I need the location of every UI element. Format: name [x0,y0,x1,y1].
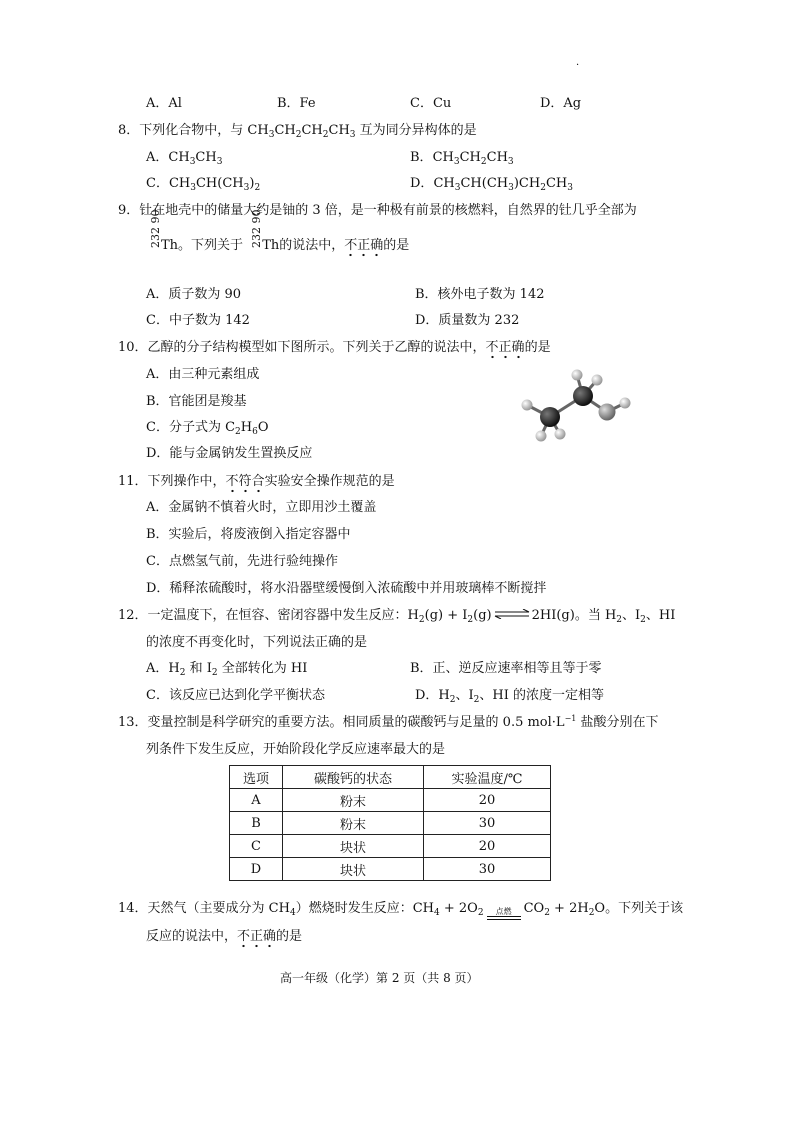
q9-option-c: C．中子数为 142 [146,313,250,328]
q7-option-a: A．Al [146,96,182,111]
table-header: 实验温度/℃ [424,766,551,789]
q9-stem-line2: 232 90 Th。下列关于 232 90 Th的说法中，不正确的是 [146,236,409,254]
q14-stem-line1: 14．天然气（主要成分为 $CH_4$）燃烧时发生反应：$CH_4 + 2O_2$ 点燃 $CO_2 + 2H_2O$。下列关于该 [118,901,683,922]
equilibrium-arrow-icon [493,609,531,619]
table-cell: D [230,858,283,881]
table-cell: 粉末 [283,789,424,812]
q11-option-d: D．稀释浓硫酸时，将水沿器壁缓慢倒入浓硫酸中并用玻璃棒不断搅拌 [146,581,547,596]
q11-option-b: B．实验后，将废液倒入指定容器中 [146,527,351,542]
table-cell: B [230,812,283,835]
top-mark: · [576,60,580,71]
table-cell: 粉末 [283,812,424,835]
q8-option-c: C．$CH_3CH(CH_3)_2$ [146,176,261,193]
q10-option-d: D．能与金属钠发生置换反应 [146,446,313,461]
q8-stem: 8．下列化合物中，与 $CH_3CH_2CH_2CH_3$ 互为同分异构体的是 [118,123,477,140]
table-cell: 20 [424,835,551,858]
emphasis-text: 不正确 [344,238,383,257]
table-cell: 20 [424,789,551,812]
table-row [230,812,551,835]
q12-stem-line2: 的浓度不再变化时，下列说法正确的是 [146,635,368,650]
table-header: 选项 [230,766,283,789]
conditions-table [229,765,551,881]
q11-option-c: C．点燃氢气前，先进行验纯操作 [146,554,338,569]
table-cell: 块状 [283,858,424,881]
q10-option-b: B．官能团是羧基 [146,394,247,409]
q14-stem-line2: 反应的说法中，不正确的是 [146,929,302,945]
q10-option-c: C．分子式为 $C_2H_6O$ [146,420,269,437]
q8-option-a: A．$CH_3CH_3$ [146,150,223,167]
q7-option-d: D．Ag [540,96,582,111]
q12-option-a: A．$H_2$ 和 $I_2$ 全部转化为 HI [146,661,308,678]
q12-option-b: B．正、逆反应速率相等且等于零 [410,661,602,676]
table-header-row [230,766,551,789]
table-cell: 30 [424,812,551,835]
ethanol-molecule-model [515,362,635,452]
emphasis-text: 不正确 [486,340,525,359]
table-cell: 块状 [283,835,424,858]
q11-option-a: A．金属钠不慎着火时，立即用沙土覆盖 [146,500,377,515]
q9-option-b: B．核外电子数为 142 [415,287,545,302]
q7-option-b: B．Fe [277,96,316,111]
emphasis-text: 不正确 [237,929,276,948]
q12-option-c: C．该反应已达到化学平衡状态 [146,688,325,703]
table-row [230,835,551,858]
q10-option-a: A．由三种元素组成 [146,367,260,382]
q8-option-b: B．$CH_3CH_2CH_3$ [410,150,514,167]
page-footer: 高一年级（化学）第 2 页（共 8 页） [280,971,479,985]
nuclide-notation: 232 90 [149,209,162,248]
table-cell: C [230,835,283,858]
q10-stem: 10．乙醇的分子结构模型如下图所示。下列关于乙醇的说法中，不正确的是 [118,340,551,356]
q8-option-d: D．$CH_3CH(CH_3)CH_2CH_3$ [410,176,573,193]
q7-option-c: C．Cu [410,96,452,111]
table-row [230,858,551,881]
q9-option-d: D．质量数为 232 [415,313,520,328]
emphasis-text: 不符合 [226,474,265,493]
q11-stem: 11．下列操作中，不符合实验安全操作规范的是 [118,474,395,490]
q12-stem-line1: 12．一定温度下，在恒容、密闭容器中发生反应：$H_2(g) + I_2(g)$ 2HI(g)。当 $H_2$、$I_2$、HI [118,608,676,625]
nuclide-notation-2: 232 90 [250,209,264,248]
q9-stem-line1: 9．钍在地壳中的储量大约是铀的 3 倍，是一种极有前景的核燃料，自然界的钍几乎全部为 [118,203,637,218]
q9-option-a: A．质子数为 90 [146,287,242,302]
q13-stem-line2: 列条件下发生反应，开始阶段化学反应速率最大的是 [146,742,446,757]
q13-stem-line1: 13．变量控制是科学研究的重要方法。相同质量的碳酸钙与足量的 0.5 $mol\cdot L^{-1}$ 盐酸分别在下 [118,714,659,730]
reaction-condition: 点燃 [487,907,521,922]
table-row [230,789,551,812]
table-cell: 30 [424,858,551,881]
q12-option-d: D．$H_2$、$I_2$、HI 的浓度一定相等 [415,688,604,705]
table-cell: A [230,789,283,812]
table-header: 碳酸钙的状态 [283,766,424,789]
